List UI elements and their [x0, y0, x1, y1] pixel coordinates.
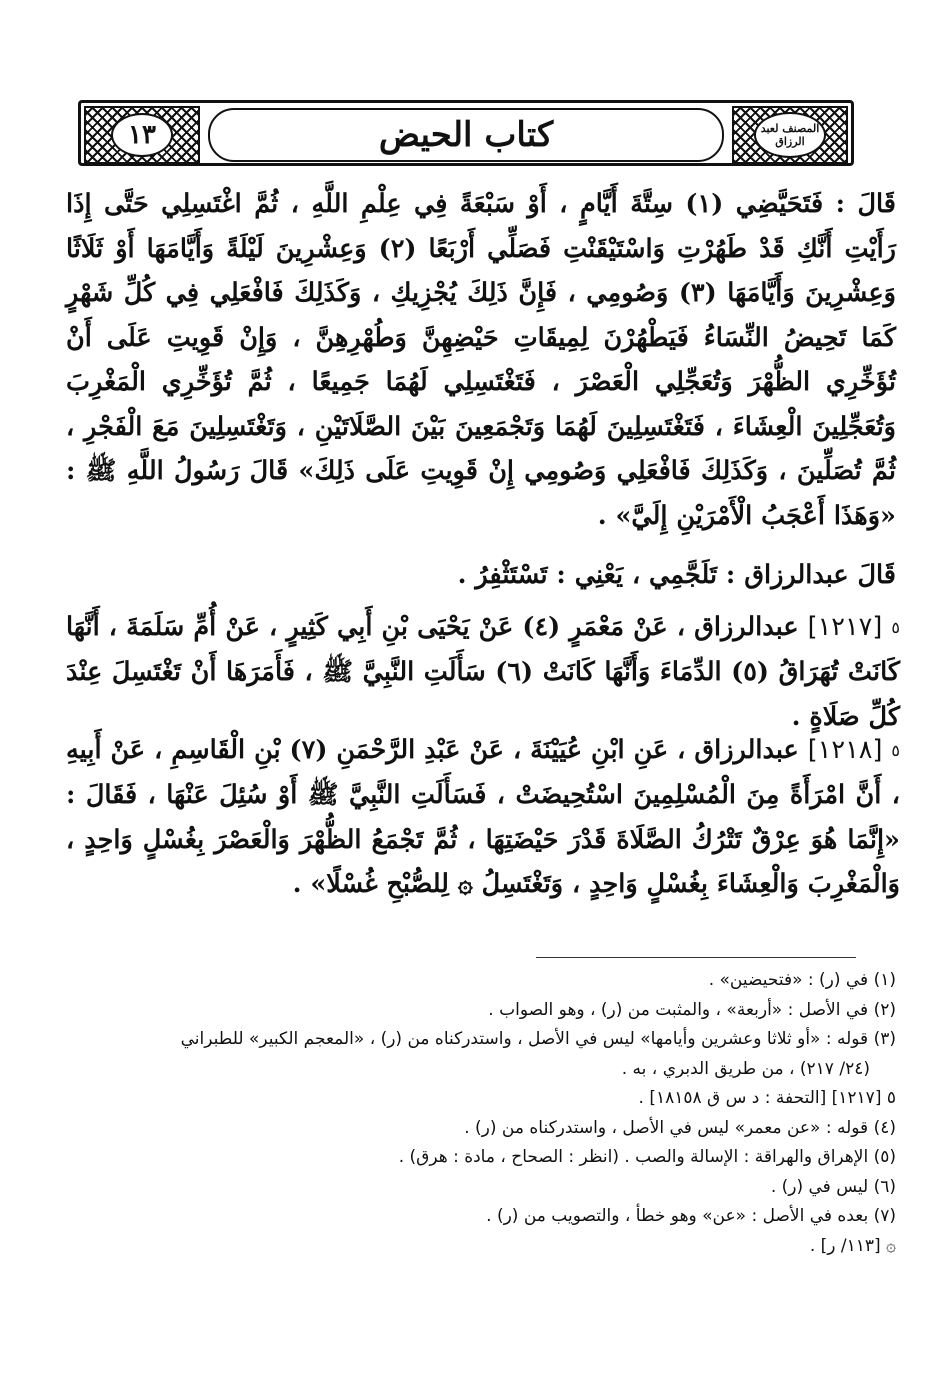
book-emblem-ornament	[732, 106, 848, 164]
abdurrazzaq-note: قَالَ عبدالرزاق : تَلَجَّمِي ، يَعْنِي : تَسْتَثْفِرُ .	[457, 560, 896, 590]
hadith-text: عبدالرزاق ، عَنْ مَعْمَرٍ (٤) عَنْ يَحْيَى بْنِ أَبِي كَثِيرٍ ، عَنْ أُمِّ سَلَمَةَ ، أَنَّهَا كَانَتْ تُهَرَاقُ (٥) الدِّمَاءَ وَأَنَّهَا كَانَتْ (٦) سَأَلَتِ النَّبِيَّ ﷺ ، فَأَمَرَهَا أَنْ تَغْتَسِلَ عِنْدَ كُلِّ صَلَاةٍ .	[66, 612, 900, 732]
footnote-6: (٦) ليس في (ر) .	[770, 1176, 896, 1197]
footnote-2: (٢) في الأصل : «أربعة» ، والمثبت من (ر) ، وهو الصواب .	[488, 999, 896, 1020]
page-number-ornament	[84, 106, 200, 164]
hadith-1218	[66, 728, 900, 907]
chapter-title: كتاب الحيض	[378, 115, 554, 155]
footnotes	[66, 966, 896, 1261]
footnote-5: (٥) الإهراق والهراقة : الإسالة والصب . (انظر : الصحاح ، مادة : هرق) .	[398, 1147, 896, 1167]
footnote-7: (٧) بعده في الأصل : «عن» وهو خطأ ، والتصويب من (ر) .	[486, 1206, 896, 1226]
page-number: ١٣	[111, 113, 173, 157]
page-header	[78, 100, 854, 166]
footnote-folio: ۞ [١١٣/ ر] .	[809, 1235, 896, 1256]
chapter-title-cartouche	[208, 108, 724, 162]
footnote-divider	[536, 957, 856, 958]
main-paragraph	[66, 182, 896, 538]
footnote-1: (١) في (ر) : «فتحيضين» .	[708, 970, 896, 990]
footnote-3: (٣) قوله : «أو ثلاثا وعشرين وأيامها» ليس في الأصل ، واستدركناه من (ر) ، «المعجم الكبير» للطبراني	[180, 1029, 896, 1049]
footnote-tuhfa: ٥ [١٢١٧] [التحفة : د س ق ١٨١٥٨] .	[638, 1088, 896, 1108]
hadith-number: [١٢١٧]	[807, 612, 883, 642]
hadith-text: عبدالرزاق ، عَنِ ابْنِ عُيَيْنَةَ ، عَنْ عَبْدِ الرَّحْمَنِ (٧) بْنِ الْقَاسِمِ ، عَنْ أَبِيهِ ، أَنَّ امْرَأَةً مِنَ الْمُسْلِمِينَ اسْتُحِيضَتْ ، فَسَأَلَتِ النَّبِيَّ ﷺ أَوْ سُئِلَ عَنْهَا ، فَقَالَ : «إِنَّمَا هُوَ عِرْقٌ تَتْرُكُ الصَّلَاةَ قَدْرَ حَيْضَتِهَا ، ثُمَّ تَجْمَعُ الظُّهْرَ وَالْعَصْرَ بِغُسْلٍ وَاحِدٍ ، وَالْمَغْرِبَ وَالْعِشَاءَ بِغُسْلٍ وَاحِدٍ ، وَتَغْتَسِلُ ۞ لِلصُّبْحِ غُسْلًا» .	[66, 735, 900, 900]
main-paragraph-text: قَالَ : فَتَحَيَّضِي (١) سِتَّةَ أَيَّامٍ ، أَوْ سَبْعَةً فِي عِلْمِ اللَّهِ ، ثُمَّ اغْتَسِلِي حَتَّى إِذَا رَأَيْتِ أَنَّكِ قَدْ طَهُرْتِ وَاسْتَيْقَنْتِ فَصَلِّي أَرْبَعًا (٢) وَعِشْرِينَ لَيْلَةً وَأَيَّامَهَا أَوْ ثَلَاثًا وَعِشْرِينَ وَأَيَّامَهَا (٣) وَصُومِي ، فَإِنَّ ذَلِكَ يُجْزِيكِ ، وَكَذَلِكَ فَافْعَلِي فِي كُلِّ شَهْرٍ كَمَا تَحِيضُ النِّسَاءُ فَيَطْهُرْنَ لِمِيقَاتِ حَيْضِهِنَّ وَطُهْرِهِنَّ ، وَإِنْ قَوِيتِ عَلَى أَنْ تُؤَخِّرِي الظُّهْرَ وَتُعَجِّلِي الْعَصْرَ ، فَتَغْتَسِلِي لَهُمَا جَمِيعًا ، ثُمَّ تُؤَخِّرِي الْمَغْرِبَ وَتُعَجِّلِينَ الْعِشَاءَ ، فَتَغْتَسِلِينَ لَهُمَا وَتَجْمَعِينَ بَيْنَ الصَّلَاتَيْنِ ، وَتَغْتَسِلِينَ مَعَ الْفَجْرِ ، ثُمَّ تُصَلِّينَ ، وَكَذَلِكَ فَافْعَلِي وَصُومِي إِنْ قَوِيتِ عَلَى ذَلِكَ» قَالَ رَسُولُ اللَّهِ ﷺ : «وَهَذَا أَعْجَبُ الْأَمْرَيْنِ إِلَيَّ» .	[66, 189, 896, 531]
hadith-1217	[66, 605, 900, 739]
hadith-marker: ٥	[891, 617, 900, 637]
hadith-number: [١٢١٨]	[807, 735, 883, 765]
book-emblem: المصنف لعبد الرزاق	[754, 112, 826, 158]
hadith-marker: ٥	[891, 740, 900, 760]
footnote-4: (٤) قوله : «عن معمر» ليس في الأصل ، واستدركناه من (ر) .	[464, 1117, 896, 1138]
footnote-3-continued: (٢٤/ ٢١٧) ، من طريق الدبري ، به .	[621, 1058, 870, 1079]
